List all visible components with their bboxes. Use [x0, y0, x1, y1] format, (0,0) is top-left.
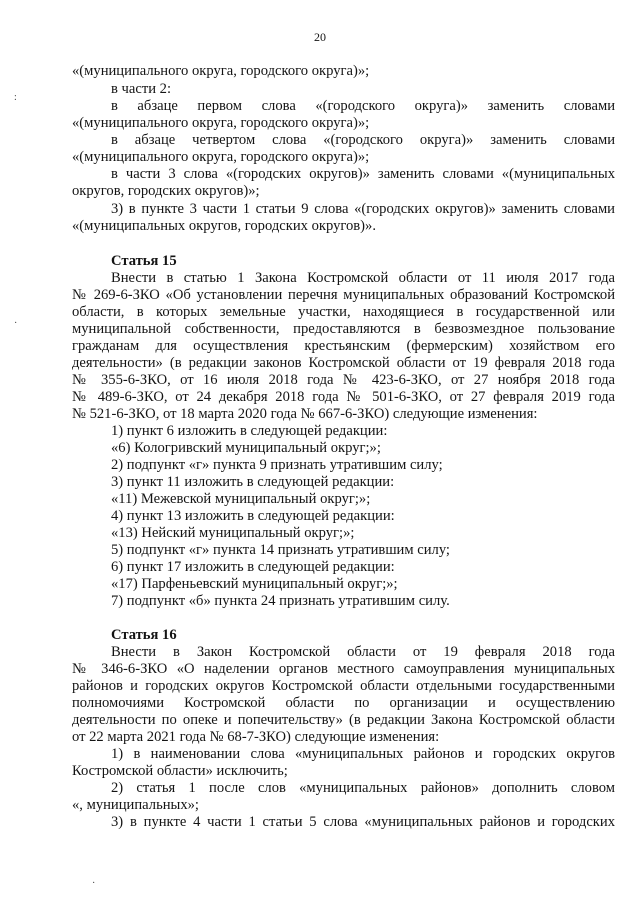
text-line: 3) в пункте 4 части 1 статьи 5 слова «муниципальных районов и городских	[111, 814, 615, 830]
text-line: Внести в Закон Костромской области от 19 февраля 2018 года	[111, 644, 615, 660]
list-item: 6) пункт 17 изложить в следующей редакции:	[111, 559, 395, 575]
text-line: в абзаце первом слова «(городского округа)» заменить словами	[111, 98, 615, 114]
text-line: № 489-6-ЗКО, от 24 декабря 2018 года № 501-6-ЗКО, от 27 февраля 2019 года	[72, 389, 615, 405]
article-heading: Статья 16	[111, 627, 177, 643]
scan-mark: ·	[92, 878, 96, 889]
text-line: от 22 марта 2021 года № 68-7-ЗКО) следующие изменения:	[72, 729, 440, 745]
text-line: № 346-6-ЗКО «О наделении органов местного самоуправления муниципальных	[72, 661, 615, 677]
list-item: 1) пункт 6 изложить в следующей редакции:	[111, 423, 388, 439]
text-line: округов, городских округов)»;	[72, 183, 260, 199]
text-line: «(муниципального округа, городского округа)»;	[72, 115, 370, 131]
text-line: в части 3 слова «(городских округов)» заменить словами «(муниципальных	[111, 166, 615, 182]
list-item: «6) Кологривский муниципальный округ;»;	[111, 440, 381, 456]
list-item: 7) подпункт «б» пункта 24 признать утратившим силу.	[111, 593, 450, 609]
text-line: в абзаце четвертом слова «(городского округа)» заменить словами	[111, 132, 615, 148]
text-line: «(муниципального округа, городского округа)»;	[72, 63, 370, 79]
list-item: «13) Нейский муниципальный округ;»;	[111, 525, 355, 541]
text-line: № 521-6-ЗКО, от 18 марта 2020 года № 667-6-ЗКО) следующие изменения:	[72, 406, 538, 422]
list-item: 2) подпункт «г» пункта 9 признать утратившим силу;	[111, 457, 443, 473]
text-line: 3) в пункте 3 части 1 статьи 9 слова «(городских округов)» заменить словами	[111, 201, 615, 217]
list-item: 5) подпункт «г» пункта 14 признать утратившим силу;	[111, 542, 450, 558]
text-line: деятельности» (в редакции законов Костромской области от 19 февраля 2018 года	[72, 355, 615, 371]
text-line: полномочиями Костромской области по организации и осуществлению	[72, 695, 615, 711]
list-item: 3) пункт 11 изложить в следующей редакции:	[111, 474, 395, 490]
article-heading: Статья 15	[111, 253, 177, 269]
list-item: «11) Межевской муниципальный округ;»;	[111, 491, 371, 507]
scan-mark: :	[14, 92, 17, 103]
text-line: гражданам для осуществления крестьянским (фермерским) хозяйством его	[72, 338, 615, 354]
text-line: № 269-6-ЗКО «Об установлении перечня муниципальных образований Костромской	[72, 287, 615, 303]
text-line: «, муниципальных»;	[72, 797, 199, 813]
scan-mark: ·	[14, 318, 18, 329]
text-line: муниципальной собственности, предоставляются в безвозмездное пользование	[72, 321, 615, 337]
text-line: Внести в статью 1 Закона Костромской области от 11 июля 2017 года	[111, 270, 615, 286]
text-line: 2) статья 1 после слов «муниципальных районов» дополнить словом	[111, 780, 615, 796]
text-line: деятельности по опеке и попечительству» (в редакции Закона Костромской области	[72, 712, 615, 728]
list-item: 4) пункт 13 изложить в следующей редакции:	[111, 508, 395, 524]
text-line: «(муниципальных округов, городских округов)».	[72, 218, 376, 234]
text-line: районов и городских округов Костромской области отдельными государственными	[72, 678, 615, 694]
text-line: Костромской области» исключить;	[72, 763, 288, 779]
list-item: «17) Парфеньевский муниципальный округ;»;	[111, 576, 398, 592]
page-number: 20	[314, 30, 326, 44]
text-line: области, в которых земельные участки, находящиеся в государственной или	[72, 304, 615, 320]
text-line: № 355-6-ЗКО, от 16 июля 2018 года № 423-6-ЗКО, от 27 ноября 2018 года	[72, 372, 615, 388]
text-line: 1) в наименовании слова «муниципальных районов и городских округов	[111, 746, 615, 762]
text-line: в части 2:	[111, 81, 172, 97]
text-line: «(муниципального округа, городского округа)»;	[72, 149, 370, 165]
